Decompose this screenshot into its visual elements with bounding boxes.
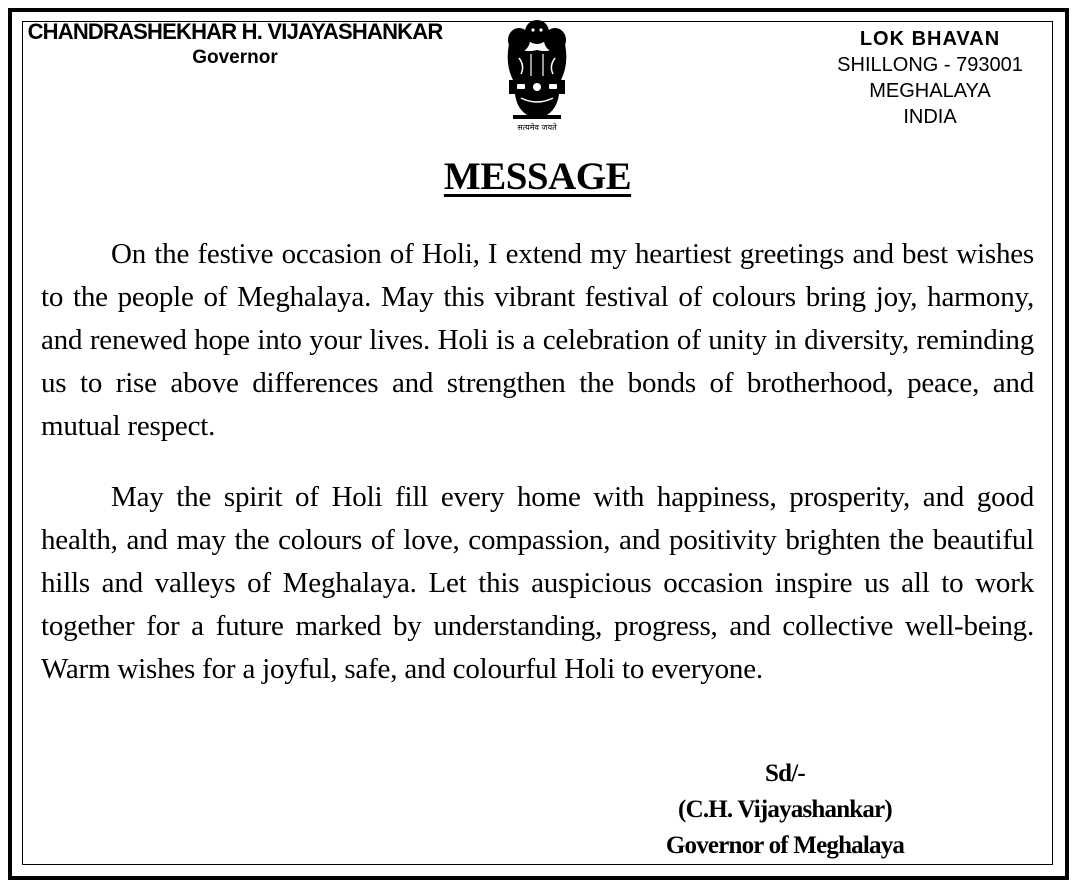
- message-paragraph-1: On the festive occasion of Holi, I extend my heartiest greetings and best wishes to the people of Meghalaya. May this vibrant festival of colours bring joy, harmony, and renewed hope into your lives. Holi is a celebration of unity in diversity, reminding us to rise above differences and strengthen the bonds of brotherhood, peace, and mutual respect.: [41, 238, 1034, 442]
- address-line2: SHILLONG - 793001: [837, 54, 1023, 76]
- signature-title: Governor of Meghalaya: [665, 832, 905, 859]
- message-heading: MESSAGE: [443, 155, 632, 198]
- address-line3: MEGHALAYA: [869, 80, 991, 102]
- address-line4: INDIA: [903, 106, 957, 128]
- state-emblem-icon: [495, 14, 579, 132]
- signature-block: [600, 756, 970, 864]
- address-block: [810, 26, 1050, 130]
- sender-name: CHANDRASHEKHAR H. VIJAYASHANKAR: [27, 19, 443, 44]
- message-paragraph-2: May the spirit of Holi fill every home with happiness, prosperity, and good health, and may the colours of love, compassion, and positivity brighten the beautiful hills and valleys of Meghalaya. Let this auspicious occasion inspire us all to work together for a future marked by understanding, progress, and collective well-being. Warm wishes for a joyful, safe, and colourful Holi to everyone.: [41, 481, 1034, 685]
- sender-designation: Governor: [192, 47, 278, 68]
- sender-block: [0, 19, 470, 69]
- signature-sd: Sd/-: [765, 760, 805, 787]
- signature-name: (C.H. Vijayashankar): [678, 796, 892, 823]
- emblem-motto: सत्यमेव जयते: [517, 123, 557, 132]
- address-line1: LOK BHAVAN: [859, 28, 1001, 50]
